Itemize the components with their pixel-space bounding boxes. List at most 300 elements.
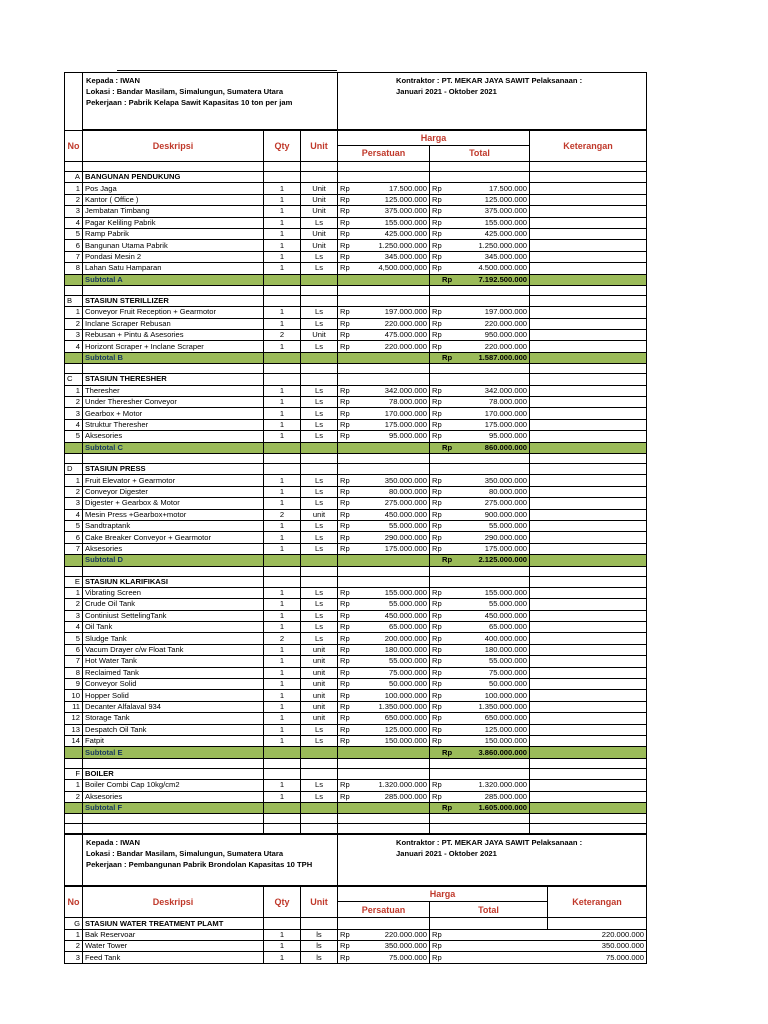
section-header bbox=[65, 768, 647, 779]
item-qty: 1 bbox=[264, 419, 301, 430]
section-code: D bbox=[65, 463, 83, 474]
item-desc: Lahan Satu Hamparan bbox=[83, 263, 264, 274]
item-qty: 1 bbox=[264, 183, 301, 194]
item-keterangan bbox=[530, 520, 647, 531]
item-keterangan bbox=[530, 735, 647, 746]
currency: Rp bbox=[432, 217, 442, 227]
item-desc: Decanter Alfalaval 934 bbox=[83, 701, 264, 712]
item-unit: Ls bbox=[301, 341, 338, 352]
item-keterangan bbox=[530, 701, 647, 712]
item-price: Rp 475.000.000 bbox=[338, 330, 430, 341]
currency: Rp bbox=[340, 929, 350, 939]
item-desc: Under Theresher Conveyor bbox=[83, 397, 264, 408]
table-row bbox=[65, 952, 647, 963]
item-price: Rp 1.350.000.000 bbox=[338, 701, 430, 712]
item-desc: Struktur Theresher bbox=[83, 419, 264, 430]
currency: Rp bbox=[432, 701, 442, 711]
currency: Rp bbox=[340, 341, 350, 351]
item-price: Rp 350.000.000 bbox=[338, 941, 430, 952]
item-qty: 1 bbox=[264, 929, 301, 940]
item-unit: Ls bbox=[301, 791, 338, 802]
item-keterangan bbox=[530, 385, 647, 396]
item-total: Rp 285.000.000 bbox=[430, 791, 530, 802]
item-desc: Fruit Elevator + Gearmotor bbox=[83, 475, 264, 486]
item-no: 4 bbox=[65, 419, 83, 430]
item-keterangan bbox=[530, 397, 647, 408]
currency: Rp bbox=[432, 194, 442, 204]
subtotal-label: Subtotal A bbox=[83, 274, 264, 285]
item-qty: 1 bbox=[264, 644, 301, 655]
item-price: Rp 375.000.000 bbox=[338, 206, 430, 217]
table-row bbox=[65, 228, 647, 239]
item-total: Rp 175.000.000 bbox=[430, 543, 530, 554]
item-keterangan bbox=[530, 206, 647, 217]
item-desc: Cake Breaker Conveyor + Gearmotor bbox=[83, 532, 264, 543]
item-keterangan bbox=[530, 318, 647, 329]
item-desc: Vacum Drayer c/w Float Tank bbox=[83, 644, 264, 655]
blank-row bbox=[65, 364, 647, 374]
item-no: 7 bbox=[65, 543, 83, 554]
currency: Rp bbox=[442, 803, 453, 813]
table-row bbox=[65, 330, 647, 341]
item-unit: Ls bbox=[301, 251, 338, 262]
table-row bbox=[65, 341, 647, 352]
currency: Rp bbox=[432, 307, 442, 317]
item-desc: Inclane Scraper Rebusan bbox=[83, 318, 264, 329]
table-row bbox=[65, 475, 647, 486]
item-no: 1 bbox=[65, 307, 83, 318]
currency: Rp bbox=[340, 408, 350, 418]
item-total: Rp 220.000.000 bbox=[430, 341, 530, 352]
currency: Rp bbox=[340, 941, 350, 951]
item-unit: Unit bbox=[301, 228, 338, 239]
section-title: STASIUN KLARIFIKASI bbox=[83, 576, 264, 587]
currency: Rp bbox=[432, 509, 442, 519]
item-price: Rp 75.000.000 bbox=[338, 952, 430, 963]
item-unit: Ls bbox=[301, 520, 338, 531]
currency: Rp bbox=[340, 791, 350, 801]
table-row bbox=[65, 263, 647, 274]
item-no: 3 bbox=[65, 330, 83, 341]
item-no: 5 bbox=[65, 431, 83, 442]
item-no: 11 bbox=[65, 701, 83, 712]
item-qty: 1 bbox=[264, 397, 301, 408]
blank-row bbox=[65, 824, 647, 834]
item-unit: Unit bbox=[301, 240, 338, 251]
item-desc: Bak Reservoar bbox=[83, 929, 264, 940]
item-desc: Sandtraptank bbox=[83, 520, 264, 531]
item-unit: Ls bbox=[301, 385, 338, 396]
rab-sheet bbox=[64, 72, 646, 964]
table-row bbox=[65, 251, 647, 262]
item-desc: Pos Jaga bbox=[83, 183, 264, 194]
subtotal-value: Rp 1.605.000.000 bbox=[430, 802, 530, 813]
item-keterangan bbox=[530, 587, 647, 598]
lokasi-2: Lokasi : Bandar Masilam, Simalungun, Sumatera Utara bbox=[86, 849, 284, 859]
currency: Rp bbox=[340, 690, 350, 700]
item-unit: Unit bbox=[301, 183, 338, 194]
item-keterangan bbox=[530, 622, 647, 633]
col-harga: Harga bbox=[338, 131, 530, 146]
table-row bbox=[65, 633, 647, 644]
section-header bbox=[65, 576, 647, 587]
item-no: 6 bbox=[65, 644, 83, 655]
item-qty: 1 bbox=[264, 690, 301, 701]
currency: Rp bbox=[432, 543, 442, 553]
subtotal-row bbox=[65, 747, 647, 758]
item-no: 4 bbox=[65, 509, 83, 520]
currency: Rp bbox=[340, 229, 350, 239]
currency: Rp bbox=[340, 240, 350, 250]
table-row bbox=[65, 780, 647, 791]
currency: Rp bbox=[340, 588, 350, 598]
item-price: Rp 180.000.000 bbox=[338, 644, 430, 655]
item-total: Rp 150.000.000 bbox=[430, 735, 530, 746]
currency: Rp bbox=[432, 656, 442, 666]
table-row bbox=[65, 610, 647, 621]
item-total: Rp 345.000.000 bbox=[430, 251, 530, 262]
currency: Rp bbox=[432, 431, 442, 441]
item-desc: Gearbox + Motor bbox=[83, 408, 264, 419]
currency: Rp bbox=[432, 240, 442, 250]
item-desc: Kantor ( Office ) bbox=[83, 194, 264, 205]
item-total: Rp 100.000.000 bbox=[430, 690, 530, 701]
item-total: Rp 1.250.000.000 bbox=[430, 240, 530, 251]
item-unit: Ls bbox=[301, 263, 338, 274]
item-unit: Ls bbox=[301, 217, 338, 228]
subtotal-row bbox=[65, 555, 647, 566]
currency: Rp bbox=[442, 555, 453, 565]
table-row bbox=[65, 206, 647, 217]
section-code: G bbox=[65, 918, 83, 929]
item-no: 5 bbox=[65, 228, 83, 239]
item-total: Rp 155.000.000 bbox=[430, 217, 530, 228]
currency: Rp bbox=[432, 532, 442, 542]
item-keterangan bbox=[530, 532, 647, 543]
item-price: Rp 75.000.000 bbox=[338, 667, 430, 678]
item-price: Rp 50.000.000 bbox=[338, 679, 430, 690]
periode: Januari 2021 - Oktober 2021 bbox=[396, 87, 497, 96]
col-no: No bbox=[65, 887, 83, 918]
item-no: 4 bbox=[65, 217, 83, 228]
item-unit: ls bbox=[301, 941, 338, 952]
table-row bbox=[65, 385, 647, 396]
currency: Rp bbox=[340, 543, 350, 553]
currency: Rp bbox=[432, 724, 442, 734]
item-unit: Ls bbox=[301, 599, 338, 610]
kontraktor: Kontraktor : PT. MEKAR JAYA SAWIT Pelaksanaan : bbox=[396, 76, 583, 85]
currency: Rp bbox=[340, 599, 350, 609]
item-qty: 1 bbox=[264, 307, 301, 318]
currency: Rp bbox=[432, 206, 442, 216]
item-qty: 1 bbox=[264, 520, 301, 531]
item-keterangan bbox=[530, 475, 647, 486]
item-price: Rp 1.320.000.000 bbox=[338, 780, 430, 791]
kontraktor-2: Kontraktor : PT. MEKAR JAYA SAWIT Pelaksanaan : bbox=[396, 838, 583, 848]
item-unit: Ls bbox=[301, 587, 338, 598]
item-qty: 1 bbox=[264, 941, 301, 952]
item-keterangan bbox=[530, 791, 647, 802]
item-desc: Crude Oil Tank bbox=[83, 599, 264, 610]
currency: Rp bbox=[432, 713, 442, 723]
item-unit: Ls bbox=[301, 318, 338, 329]
currency: Rp bbox=[432, 645, 442, 655]
item-price: Rp 220.000.000 bbox=[338, 341, 430, 352]
item-price: Rp 345.000.000 bbox=[338, 251, 430, 262]
item-desc: Fatpit bbox=[83, 735, 264, 746]
item-qty: 1 bbox=[264, 610, 301, 621]
item-price: Rp 80.000.000 bbox=[338, 486, 430, 497]
client-info-2 bbox=[83, 835, 338, 886]
item-no: 8 bbox=[65, 667, 83, 678]
item-no: 2 bbox=[65, 599, 83, 610]
item-unit: Ls bbox=[301, 419, 338, 430]
item-no: 14 bbox=[65, 735, 83, 746]
item-price: Rp 425.000.000 bbox=[338, 228, 430, 239]
item-keterangan bbox=[530, 341, 647, 352]
item-unit: Ls bbox=[301, 610, 338, 621]
item-price: Rp 125.000.000 bbox=[338, 724, 430, 735]
currency: Rp bbox=[340, 952, 350, 962]
subtotal-label: Subtotal F bbox=[83, 802, 264, 813]
item-price: Rp 200.000.000 bbox=[338, 633, 430, 644]
item-price: Rp 55.000.000 bbox=[338, 599, 430, 610]
table-row bbox=[65, 599, 647, 610]
col-unit: Unit bbox=[301, 131, 338, 162]
currency: Rp bbox=[340, 263, 350, 273]
item-price: Rp 197.000.000 bbox=[338, 307, 430, 318]
item-unit: unit bbox=[301, 667, 338, 678]
contractor-info-2 bbox=[338, 835, 647, 886]
item-price: Rp 170.000.000 bbox=[338, 408, 430, 419]
item-total: Rp 170.000.000 bbox=[430, 408, 530, 419]
item-total: Rp 65.000.000 bbox=[430, 622, 530, 633]
currency: Rp bbox=[340, 330, 350, 340]
item-unit: unit bbox=[301, 509, 338, 520]
item-price: Rp 65.000.000 bbox=[338, 622, 430, 633]
subtotal-label: Subtotal D bbox=[83, 555, 264, 566]
item-price: Rp 650.000.000 bbox=[338, 713, 430, 724]
item-qty: 1 bbox=[264, 194, 301, 205]
item-keterangan bbox=[530, 667, 647, 678]
currency: Rp bbox=[432, 667, 442, 677]
item-total: Rp 900.000.000 bbox=[430, 509, 530, 520]
currency: Rp bbox=[432, 318, 442, 328]
item-keterangan bbox=[530, 486, 647, 497]
col-harga: Harga bbox=[338, 887, 548, 902]
item-unit: Ls bbox=[301, 735, 338, 746]
item-qty: 1 bbox=[264, 263, 301, 274]
currency: Rp bbox=[432, 690, 442, 700]
item-total: Rp 1.350.000.000 bbox=[430, 701, 530, 712]
item-price: Rp 285.000.000 bbox=[338, 791, 430, 802]
item-keterangan bbox=[530, 194, 647, 205]
item-price: Rp 175.000.000 bbox=[338, 543, 430, 554]
lokasi: Lokasi : Bandar Masilam, Simalungun, Sumatera Utara bbox=[86, 87, 284, 96]
item-qty: 1 bbox=[264, 318, 301, 329]
item-keterangan bbox=[530, 307, 647, 318]
item-qty: 1 bbox=[264, 679, 301, 690]
item-keterangan bbox=[530, 408, 647, 419]
item-qty: 1 bbox=[264, 735, 301, 746]
subtotal-row bbox=[65, 442, 647, 453]
item-desc: Boiler Combi Cap 10kg/cm2 bbox=[83, 780, 264, 791]
currency: Rp bbox=[432, 341, 442, 351]
item-desc: Aksesories bbox=[83, 431, 264, 442]
periode-2: Januari 2021 - Oktober 2021 bbox=[396, 849, 497, 859]
item-price: Rp 175.000.000 bbox=[338, 419, 430, 430]
contractor-info bbox=[338, 73, 647, 130]
currency: Rp bbox=[432, 679, 442, 689]
subtotal-value: Rp 3.860.000.000 bbox=[430, 747, 530, 758]
currency: Rp bbox=[432, 498, 442, 508]
col-qty: Qty bbox=[264, 887, 301, 918]
item-keterangan bbox=[530, 610, 647, 621]
item-qty: 1 bbox=[264, 475, 301, 486]
item-no: 1 bbox=[65, 183, 83, 194]
currency: Rp bbox=[340, 736, 350, 746]
item-total: Rp 197.000.000 bbox=[430, 307, 530, 318]
item-qty: 2 bbox=[264, 330, 301, 341]
currency: Rp bbox=[432, 941, 442, 951]
item-desc: Reclaimed Tank bbox=[83, 667, 264, 678]
blank-row bbox=[65, 162, 647, 172]
col-persatuan: Persatuan bbox=[338, 902, 430, 918]
currency: Rp bbox=[340, 679, 350, 689]
currency: Rp bbox=[432, 599, 442, 609]
item-desc: Continiust SettelingTank bbox=[83, 610, 264, 621]
currency: Rp bbox=[340, 183, 350, 193]
item-no: 10 bbox=[65, 690, 83, 701]
item-keterangan bbox=[530, 330, 647, 341]
item-total: Rp 75.000.000 bbox=[430, 667, 530, 678]
blank-row bbox=[65, 758, 647, 768]
item-unit: Ls bbox=[301, 408, 338, 419]
item-desc: Water Tower bbox=[83, 941, 264, 952]
item-keterangan bbox=[530, 263, 647, 274]
item-desc: Storage Tank bbox=[83, 713, 264, 724]
currency: Rp bbox=[432, 791, 442, 801]
table-row bbox=[65, 498, 647, 509]
col-keterangan: Keterangan bbox=[530, 131, 647, 162]
item-qty: 1 bbox=[264, 587, 301, 598]
item-total: Rp 55.000.000 bbox=[430, 656, 530, 667]
currency: Rp bbox=[442, 353, 453, 363]
table-row bbox=[65, 532, 647, 543]
item-desc: Feed Tank bbox=[83, 952, 264, 963]
item-qty: 1 bbox=[264, 701, 301, 712]
blank-row bbox=[65, 453, 647, 463]
currency: Rp bbox=[340, 420, 350, 429]
item-no: 3 bbox=[65, 610, 83, 621]
item-no: 8 bbox=[65, 263, 83, 274]
item-unit: ls bbox=[301, 952, 338, 963]
item-keterangan bbox=[530, 228, 647, 239]
item-total: Rp 220.000.000 bbox=[430, 929, 647, 940]
currency: Rp bbox=[340, 610, 350, 620]
item-no: 3 bbox=[65, 408, 83, 419]
currency: Rp bbox=[340, 307, 350, 317]
item-desc: Conveyor Digester bbox=[83, 486, 264, 497]
item-qty: 1 bbox=[264, 532, 301, 543]
item-qty: 1 bbox=[264, 408, 301, 419]
currency: Rp bbox=[340, 217, 350, 227]
section-header bbox=[65, 374, 647, 385]
item-unit: Unit bbox=[301, 206, 338, 217]
subtotal-row bbox=[65, 352, 647, 363]
item-keterangan bbox=[530, 217, 647, 228]
item-no: 1 bbox=[65, 929, 83, 940]
currency: Rp bbox=[442, 747, 453, 757]
item-total: Rp 95.000.000 bbox=[430, 431, 530, 442]
item-price: Rp 1.250.000.000 bbox=[338, 240, 430, 251]
item-total: Rp 80.000.000 bbox=[430, 486, 530, 497]
currency: Rp bbox=[340, 397, 350, 407]
item-total: Rp 125.000.000 bbox=[430, 724, 530, 735]
table-row bbox=[65, 929, 647, 940]
item-price: Rp 450.000.000 bbox=[338, 509, 430, 520]
currency: Rp bbox=[340, 780, 350, 790]
table-row bbox=[65, 486, 647, 497]
currency: Rp bbox=[432, 385, 442, 395]
item-desc: Despatch Oil Tank bbox=[83, 724, 264, 735]
item-desc: Sludge Tank bbox=[83, 633, 264, 644]
item-price: Rp 55.000.000 bbox=[338, 656, 430, 667]
section-code: A bbox=[65, 172, 83, 183]
blank-row bbox=[65, 566, 647, 576]
item-total: Rp 55.000.000 bbox=[430, 520, 530, 531]
table-row bbox=[65, 941, 647, 952]
kepada-2: Kepada : IWAN bbox=[86, 838, 141, 848]
subtotal-label: Subtotal B bbox=[83, 352, 264, 363]
item-unit: Ls bbox=[301, 486, 338, 497]
table-row bbox=[65, 240, 647, 251]
item-total: Rp 50.000.000 bbox=[430, 679, 530, 690]
item-desc: Theresher bbox=[83, 385, 264, 396]
currency: Rp bbox=[432, 736, 442, 746]
item-no: 2 bbox=[65, 941, 83, 952]
currency: Rp bbox=[340, 656, 350, 666]
item-price: Rp 275.000.000 bbox=[338, 498, 430, 509]
item-no: 2 bbox=[65, 397, 83, 408]
header-block-2 bbox=[64, 834, 647, 886]
item-unit: unit bbox=[301, 701, 338, 712]
subtotal-label: Subtotal C bbox=[83, 442, 264, 453]
item-qty: 1 bbox=[264, 251, 301, 262]
item-no: 6 bbox=[65, 532, 83, 543]
item-keterangan bbox=[530, 419, 647, 430]
item-desc: Aksesories bbox=[83, 543, 264, 554]
currency: Rp bbox=[432, 588, 442, 598]
item-price: Rp 55.000.000 bbox=[338, 520, 430, 531]
item-no: 13 bbox=[65, 724, 83, 735]
item-qty: 1 bbox=[264, 713, 301, 724]
currency: Rp bbox=[432, 633, 442, 643]
item-price: Rp 100.000.000 bbox=[338, 690, 430, 701]
item-no: 12 bbox=[65, 713, 83, 724]
table-row bbox=[65, 667, 647, 678]
item-no: 4 bbox=[65, 341, 83, 352]
blank-row bbox=[65, 814, 647, 824]
item-qty: 1 bbox=[264, 228, 301, 239]
currency: Rp bbox=[432, 251, 442, 261]
item-no: 7 bbox=[65, 251, 83, 262]
currency: Rp bbox=[442, 274, 453, 284]
currency: Rp bbox=[432, 263, 442, 273]
col-no: No bbox=[65, 131, 83, 162]
item-price: Rp 350.000.000 bbox=[338, 475, 430, 486]
currency: Rp bbox=[340, 318, 350, 328]
